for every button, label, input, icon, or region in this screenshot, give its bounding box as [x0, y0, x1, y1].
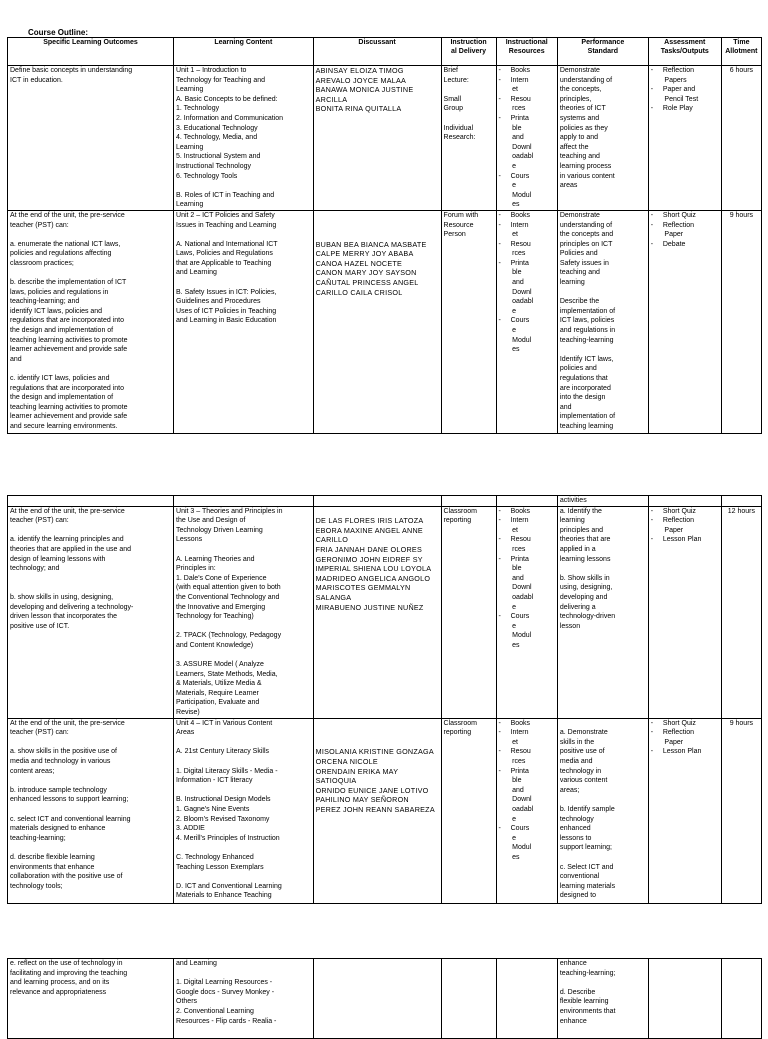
time-allotment-cell: 9 hours — [721, 718, 761, 903]
outcomes-cell: Define basic concepts in understanding ICT in education. — [8, 66, 174, 211]
course-outline-caption: Course Outline: — [28, 28, 89, 37]
outcomes-cell: At the end of the unit, the pre-service teacher (PST) can: a. enumerate the national ICT laws, policies and regulations affecting classroom practices; b. describe the implementation of ICT laws, policies and regulations in teaching-learning; and identify ICT laws, policies and regulations that are incorporated into the design and implementation of teaching learning activities to promote learner achievement and provide safe and c. identify ICT laws, policies and regulations that are incorporated into the design and implementation of teaching learning activities to promote learner achievement and provide safe and secure learning environments. — [8, 210, 174, 433]
continuation-text: activities — [557, 496, 648, 507]
discussant-cell: BUBAN BEA BIANCA MASBATE CALPE MERRY JOY ABABA CANOA HAZEL NOCETE CANON MARY JOY SAYSON CAÑUTAL PRINCESS ANGEL CARILLO CAILA CRISOL — [313, 210, 441, 433]
header-content: Learning Content — [174, 38, 314, 66]
delivery-cell: Brief Lecture: Small Group Individual Research: — [441, 66, 496, 211]
time-allotment-cell: 12 hours — [721, 506, 761, 718]
table-row — [8, 718, 762, 903]
header-discussant: Discussant — [313, 38, 441, 66]
header-standard: Performance Standard — [557, 38, 648, 66]
table-row — [8, 959, 762, 1039]
assessment-cell: - Short Quiz - Reflection Paper - Debate — [648, 210, 721, 433]
course-outline-table-page-3 — [7, 958, 762, 1039]
standard-cell: Demonstrate understanding of the concepts, principles, theories of ICT systems and policies as they apply to and affect the teaching and learning process in various content areas — [557, 66, 648, 211]
discussant-cell — [313, 959, 441, 1039]
delivery-cell: Forum with Resource Person — [441, 210, 496, 433]
standard-cell: a. Demonstrate skills in the positive use of media and technology in various content areas; b. Identify sample technology enhanced lessons to support learning; c. Select ICT and conventional learning materials designed to — [557, 718, 648, 903]
table-row — [8, 506, 762, 718]
time-allotment-cell: 6 hours — [721, 66, 761, 211]
assessment-cell: - Reflection Papers - Paper and Pencil Test - Role Play — [648, 66, 721, 211]
content-cell: Unit 2 – ICT Policies and Safety Issues in Teaching and Learning A. National and International ICT Laws, Policies and Regulations that are Applicable to Teaching and Learning B. Safety Issues in ICT: Policies, Guidelines and Procedures Uses of ICT Policies in Teaching and Learning in Basic Education — [174, 210, 314, 433]
header-assessment: Assessment Tasks/Outputs — [648, 38, 721, 66]
resources-cell: - Books - Intern et - Resou rces - Printa ble and Downl oadabl e - Cours e Modul es — [496, 210, 557, 433]
resources-cell: - Books - Intern et - Resou rces - Printa ble and Downl oadabl e - Cours e Modul es — [496, 506, 557, 718]
discussant-cell: DE LAS FLORES IRIS LATOZA EBORA MAXINE ANGEL ANNE CARILLO FRIA JANNAH DANE OLORES GERONIMO JOHN EIDREF SY IMPERIAL SHIENA LOU LOYOLA MADRIDEO ANGELICA ANGOLO MARISCOTES GEMMALYN SALANGA MIRABUENO JUSTINE NUÑEZ — [313, 506, 441, 718]
header-delivery: Instruction al Delivery — [441, 38, 496, 66]
assessment-cell: - Short Quiz - Reflection Paper - Lesson Plan — [648, 718, 721, 903]
resources-cell: - Books - Intern et - Resou rces - Printa ble and Downl oadabl e - Cours e Modul es — [496, 718, 557, 903]
header-resources: Instructional Resources — [496, 38, 557, 66]
outcomes-cell: At the end of the unit, the pre-service teacher (PST) can: a. show skills in the positive use of media and technology in various content areas; b. introduce sample technology enhanced lessons to support learning; c. select ICT and conventional learning materials designed to enhance teaching-learning; d. describe flexible learning environments that enhance collaboration with the positive use of technology tools; — [8, 718, 174, 903]
table-row — [8, 210, 762, 433]
course-outline-table-page-1 — [7, 37, 762, 434]
discussant-cell: MISOLANIA KRISTINE GONZAGA ORCENA NICOLE ORENDAIN ERIKA MAY SATIOQUIA ORNIDO EUNICE JANE LOTIVO PAHILINO MAY SEÑORON PEREZ JOHN REANN SABAREZA — [313, 718, 441, 903]
standard-cell: Demonstrate understanding of the concepts and principles on ICT Policies and Safety issues in teaching and learning Describe the implementation of ICT laws, policies and regulations in teaching-learning Identify ICT laws, policies and regulations that are incorporated into the design and implementation of teaching learning — [557, 210, 648, 433]
assessment-cell: - Short Quiz - Reflection Paper - Lesson Plan — [648, 506, 721, 718]
outcomes-cell: e. reflect on the use of technology in facilitating and improving the teaching and learning process, and on its relevance and appropriateness — [8, 959, 174, 1039]
assessment-cell — [648, 959, 721, 1039]
content-cell: Unit 1 – Introduction to Technology for Teaching and Learning A. Basic Concepts to be defined: 1. Technology 2. Information and Communication 3. Educational Technology 4. Technology, Media, and Learning 5. Instructional System and Instructional Technology 6. Technology Tools B. Roles of ICT in Teaching and Learning — [174, 66, 314, 211]
outcomes-cell: At the end of the unit, the pre-service teacher (PST) can: a. identify the learning principles and theories that are applied in the use and design of learning lessons with technology; and b. show skills in using, designing, developing and delivering a technology- driven lesson that incorporates the positive use of ICT. — [8, 506, 174, 718]
header-time: Time Allotment — [721, 38, 761, 66]
resources-cell — [496, 959, 557, 1039]
header-outcomes: Specific Learning Outcomes — [8, 38, 174, 66]
content-cell: Unit 3 – Theories and Principles in the Use and Design of Technology Driven Learning Lessons A. Learning Theories and Principles in: 1. Dale's Cone of Experience (with equal attention given to both the Conventional Technology and the Innovative and Emerging Technology for Teaching) 2. TPACK (Technology, Pedagogy and Content Knowledge) 3. ASSURE Model ( Analyze Learners, State Methods, Media, & Materials, Utilize Media & Materials, Require Learner Participation, Evaluate and Revise) — [174, 506, 314, 718]
discussant-cell: ABINSAY ELOIZA TIMOG AREVALO JOYCE MALAA BANAWA MONICA JUSTINE ARCILLA BONITA RINA QUITALLA — [313, 66, 441, 211]
content-cell: and Learning 1. Digital Learning Resources - Google docs - Survey Monkey - Others 2. Conventional Learning Resources - Flip cards - Realia - — [174, 959, 314, 1039]
delivery-cell: Classroom reporting — [441, 506, 496, 718]
time-allotment-cell: 9 hours — [721, 210, 761, 433]
standard-cell: enhance teaching-learning; d. Describe flexible learning environments that enhance — [557, 959, 648, 1039]
resources-cell: - Books - Intern et - Resou rces - Printa ble and Downl oadabl e - Cours e Modul es — [496, 66, 557, 211]
delivery-cell — [441, 959, 496, 1039]
content-cell: Unit 4 – ICT in Various Content Areas A. 21st Century Literacy Skills 1. Digital Literacy Skills - Media - Information - ICT literacy B. Instructional Design Models 1. Gagne's Nine Events 2. Bloom's Revised Taxonomy 3. ADDIE 4. Merill's Principles of Instruction C. Technology Enhanced Teaching Lesson Exemplars D. ICT and Conventional Learning Materials to Enhance Teaching — [174, 718, 314, 903]
course-outline-table-page-2 — [7, 495, 762, 904]
standard-cell: a. Identify the learning principles and theories that are applied in a learning lessons b. Show skills in using, designing, developing and delivering a technology-driven lesson — [557, 506, 648, 718]
table-header-row — [8, 38, 762, 66]
continuation-row — [8, 496, 762, 507]
time-allotment-cell — [721, 959, 761, 1039]
table-row — [8, 66, 762, 211]
delivery-cell: Classroom reporting — [441, 718, 496, 903]
